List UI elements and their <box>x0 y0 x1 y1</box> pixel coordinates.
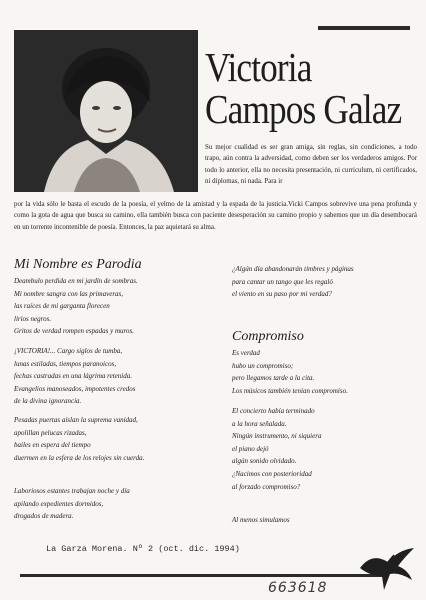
poem-parodia-stanza-1 <box>14 275 138 338</box>
verse-line: Laboriosos estantes trabajan noche y día <box>14 487 130 495</box>
verse-line: bailes en espera del tiempo <box>14 441 91 450</box>
verse-line: Los músicos también tenían compromiso. <box>232 386 348 395</box>
verse-line: Es verdad <box>232 349 260 357</box>
verse-line: lirios negros. <box>14 314 52 323</box>
verse-line: fechas castradas en una lágrima retenida. <box>14 372 132 381</box>
verse-line: Pesadas puertas aíslan la suprema vanidad, <box>14 416 138 424</box>
verse-line: ¡VICTORIA!... Cargo siglos de tumba, <box>14 347 123 355</box>
poem-compromiso-stanza-1 <box>232 347 348 397</box>
verse-line: el piano dejó <box>232 444 269 453</box>
verse-line: ¿Algún día abandonarán timbres y páginas <box>232 265 354 273</box>
verse-line: hubo un compromiso; <box>232 361 294 370</box>
top-rule <box>318 26 410 30</box>
verse-line: Mi nombre sangra con las primaveras, <box>14 289 124 298</box>
poem-compromiso-stanza-3 <box>232 514 290 527</box>
verse-line: de la divina ignorancia. <box>14 397 82 406</box>
poem-compromiso-stanza-2 <box>232 405 321 493</box>
verse-line: Evangelios manoseados, impotentes credos <box>14 384 136 393</box>
author-name <box>205 46 401 130</box>
poem-parodia-continuation <box>232 263 354 301</box>
author-first-name: Victoria <box>205 44 312 90</box>
intro-paragraph-bottom: por la vida sólo le basta el escudo de la poesía, el yelmo de la amistad y la espada de la justicia.Vicki Campos sobrevive una pena profunda y como la gota de agua que busca su camino, ella también busca con paciente desesperación su camino propio y sabemos que un día desembocará en un torrente incontenible de poesía. Entonces, la paz aquietará su alma. <box>14 201 417 231</box>
poem-title-compromiso: Compromiso <box>232 329 304 344</box>
verse-line: apilando expedientes dormidos, <box>14 499 104 508</box>
verse-line: al forzado compromiso? <box>232 482 301 491</box>
bottom-rule <box>20 574 385 577</box>
source-citation: La Garza Morena. Nº 2 (oct. dic. 1994) <box>46 544 240 554</box>
verse-line: el viento en su paso por mi verdad? <box>232 290 332 299</box>
verse-line: para cantar un tango que les regaló <box>232 277 333 286</box>
poem-parodia-stanza-3 <box>14 414 144 464</box>
verse-line: Gritos de verdad rompen espadas y muros. <box>14 327 134 336</box>
verse-line: Deambulo perdida en mi jardín de sombras. <box>14 277 138 285</box>
author-last-name: Campos Galaz <box>205 86 402 132</box>
verse-line: lunas estiladas, tiempos paranoicos, <box>14 359 117 368</box>
verse-line: las raíces de mi garganta florecen <box>14 302 110 311</box>
heron-logo-icon <box>358 546 416 592</box>
verse-line: duermen en la esfera de los relojes sin cuerda. <box>14 453 145 462</box>
author-photo <box>14 30 198 192</box>
catalog-number: 663618 <box>268 580 328 596</box>
verse-line: a la hora señalada. <box>232 419 287 428</box>
verse-line: Ningún instrumento, ni siquiera <box>232 432 322 441</box>
verse-line: algún sonido olvidado. <box>232 457 297 466</box>
verse-line: ¿Nacimos con posterioridad <box>232 469 312 478</box>
verse-line: apolillan pelucas rizadas, <box>14 428 87 437</box>
poem-parodia-stanza-4 <box>14 485 130 523</box>
verse-line: El concierto había terminado <box>232 407 315 415</box>
verse-line: drogados de madera. <box>14 512 74 521</box>
verse-line: Al menos simulamos <box>232 516 290 524</box>
verse-line: pero llegamos tarde a la cita. <box>232 374 315 383</box>
poem-title-parodia: Mi Nombre es Parodia <box>14 257 142 272</box>
intro-paragraph-top: Su mejor cualidad es ser gran amiga, sin reglas, sin condiciones, a todo trapo, aún contra la adversidad, como deben ser los verdaderos amigos. Por todo lo anterior, ella no necesita presentación, ni curriculum, ni certificados, ni diplomas, ni nada. Para ir <box>205 144 417 185</box>
poem-parodia-stanza-2 <box>14 345 135 408</box>
